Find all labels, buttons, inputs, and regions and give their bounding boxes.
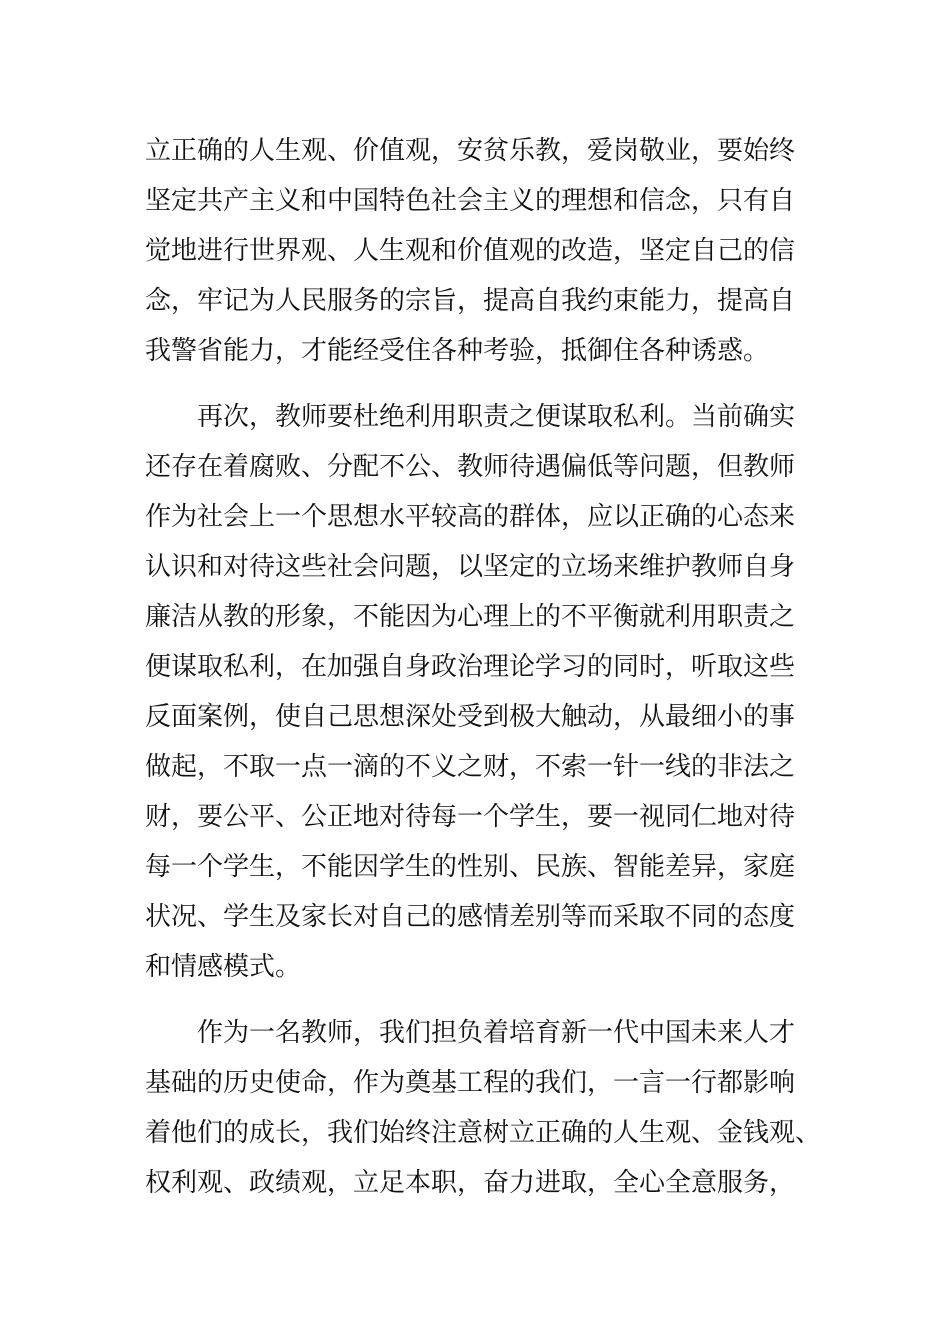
text-line: 反面案例，使自己思想深处受到极大触动，从最细小的事: [145, 702, 796, 732]
text-line: 着他们的成长，我们始终注意树立正确的人生观、金钱观、: [145, 1118, 822, 1148]
text-line: 基础的历史使命，作为奠基工程的我们，一言一行都影响: [145, 1068, 796, 1098]
text-line: 财，要公平、公正地对待每一个学生，要一视同仁地对待: [145, 802, 796, 832]
paragraph-spacer: [145, 992, 805, 1008]
text-line: 做起，不取一点一滴的不义之财，不索一针一线的非法之: [145, 752, 796, 782]
text-line: 我警省能力，才能经受住各种考验，抵御住各种诱惑。: [145, 336, 770, 366]
document-body: [145, 126, 822, 1208]
text-line: 状况、学生及家长对自己的感情差别等而采取不同的态度: [145, 902, 796, 932]
paragraph-3: [145, 1008, 822, 1208]
paragraph-2: [145, 392, 805, 992]
text-line: 作为一名教师，我们担负着培育新一代中国未来人才: [197, 1018, 796, 1048]
text-line: 觉地进行世界观、人生观和价值观的改造，坚定自己的信: [145, 236, 796, 266]
text-line: 再次，教师要杜绝利用职责之便谋取私利。当前确实: [197, 402, 796, 432]
paragraph-1: [145, 126, 805, 376]
text-line: 认识和对待这些社会问题，以坚定的立场来维护教师自身: [145, 552, 796, 582]
paragraph-spacer: [145, 376, 805, 392]
text-line: 作为社会上一个思想水平较高的群体，应以正确的心态来: [145, 502, 796, 532]
text-line: 权利观、政绩观，立足本职，奋力进取，全心全意服务，: [145, 1168, 796, 1198]
text-line: 廉洁从教的形象，不能因为心理上的不平衡就利用职责之: [145, 602, 796, 632]
text-line: 每一个学生，不能因学生的性别、民族、智能差异，家庭: [145, 852, 796, 882]
text-line: 坚定共产主义和中国特色社会主义的理想和信念，只有自: [145, 186, 796, 216]
text-line: 还存在着腐败、分配不公、教师待遇偏低等问题，但教师: [145, 452, 796, 482]
text-line: 和情感模式。: [145, 952, 302, 982]
text-line: 念，牢记为人民服务的宗旨，提高自我约束能力，提高自: [145, 286, 796, 316]
text-line: 便谋取私利，在加强自身政治理论学习的同时，听取这些: [145, 652, 796, 682]
text-line: 立正确的人生观、价值观，安贫乐教，爱岗敬业，要始终: [145, 136, 796, 166]
